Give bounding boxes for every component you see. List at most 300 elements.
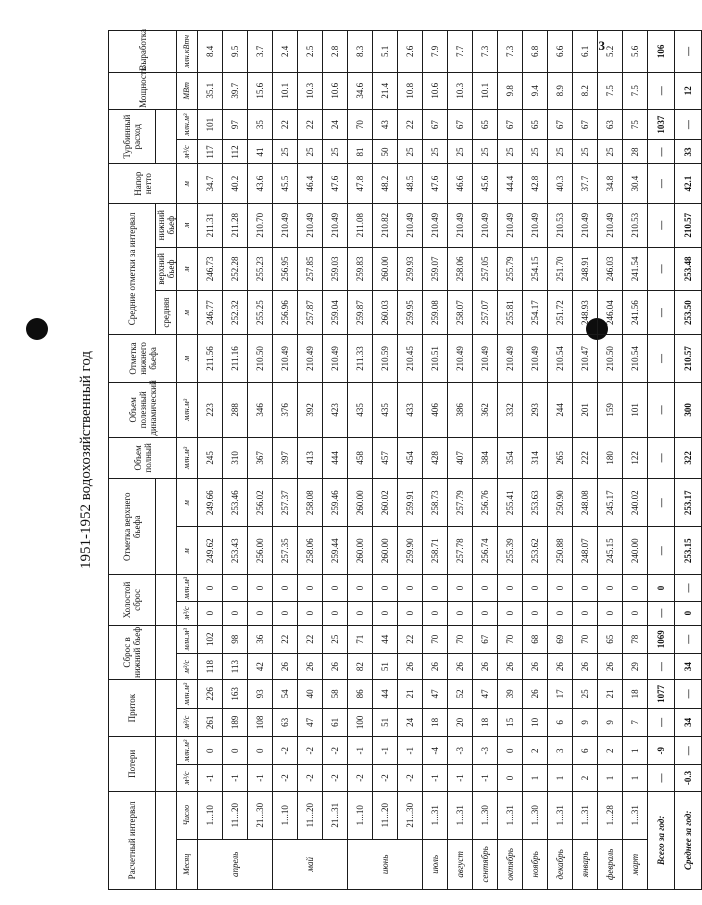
cell-zup: 245.15 [598,527,623,575]
cell-in-v: 40 [298,680,323,708]
header-power: Мощность [109,72,177,109]
cell-day: 1...31 [623,791,648,839]
cell-loss-q: -2 [373,765,398,791]
cell-tv: 35 [248,109,273,140]
header-losses: Потери [109,737,156,792]
cell-tv: 67 [573,109,598,140]
cell-idle-v: 0 [498,575,523,601]
cell-day: 11...20 [298,791,323,839]
header-idle-discharge: Холостой сброс [109,575,156,625]
cell-power: 8.9 [548,72,573,109]
cell-zmean: 255.25 [248,291,273,335]
table-row [473,31,498,890]
total-cell-zup: — [648,527,675,575]
total-cell-vtot: — [648,437,675,479]
cell-zlow: 210.49 [448,334,473,382]
unit-m3s: м³/с [177,601,198,625]
cell-zmean: 260.03 [373,291,398,335]
cell-zlow: 211.33 [348,334,373,382]
average-label: Среднее за год: [675,791,702,889]
cell-vtot: 245 [198,437,223,479]
cell-zup2: 258.73 [423,479,448,527]
unit-m: м [177,334,198,382]
cell-tv: 97 [223,109,248,140]
cell-zlow: 211.56 [198,334,223,382]
cell-zlow: 210.54 [548,334,573,382]
cell-tv: 65 [473,109,498,140]
cell-in-q: 100 [348,708,373,736]
header-turbine-flow: Турбинный расход [109,109,156,164]
cell-loss-q: 1 [548,765,573,791]
cell-idle-v: 0 [598,575,623,601]
cell-loss-v: -2 [323,737,348,765]
cell-vuse: 101 [623,383,648,438]
cell-dl-v: 22 [398,625,423,653]
cell-zmean: 256.96 [273,291,298,335]
cell-zup2: 253.46 [223,479,248,527]
cell-zmean: 246.77 [198,291,223,335]
cell-zlow: 210.51 [423,334,448,382]
total-cell-zlow: — [648,334,675,382]
cell-tq: 25 [273,140,298,164]
average-cell-idle-v: — [675,575,702,601]
cell-zmean: 246.04 [598,291,623,335]
cell-tv: 67 [548,109,573,140]
cell-head: 46.4 [298,164,323,203]
cell-idle-q: 0 [448,601,473,625]
cell-dl-v: 98 [223,625,248,653]
header-blank [156,575,177,625]
cell-zmlow: 210.49 [423,203,448,247]
total-cell-power: — [648,72,675,109]
cell-loss-v: 0 [223,737,248,765]
cell-tq: 25 [598,140,623,164]
average-cell-zmean: 253.50 [675,291,702,335]
cell-month: август [448,839,473,889]
cell-zup2: 256.76 [473,479,498,527]
cell-dl-v: 70 [573,625,598,653]
cell-zmean: 258.07 [448,291,473,335]
cell-loss-q: 1 [598,765,623,791]
cell-in-q: 63 [273,708,298,736]
cell-out: 8.4 [198,31,223,73]
rotated-page-content [68,29,693,890]
cell-out: 6.1 [573,31,598,73]
cell-idle-q: 0 [498,601,523,625]
cell-loss-q: -2 [398,765,423,791]
cell-zmup: 254.15 [523,247,548,291]
cell-zup: 259.90 [398,527,423,575]
cell-power: 10.6 [423,72,448,109]
cell-loss-q: -2 [298,765,323,791]
cell-vtot: 310 [223,437,248,479]
cell-tv: 22 [398,109,423,140]
cell-head: 47.6 [423,164,448,203]
cell-day: 11...20 [373,791,398,839]
cell-dl-q: 26 [548,653,573,679]
cell-out: 2.8 [323,31,348,73]
total-cell-dl-q: — [648,653,675,679]
total-cell-idle-q: — [648,601,675,625]
total-cell-vuse: — [648,383,675,438]
total-cell-loss-q: — [648,765,675,791]
cell-month: июнь [348,839,423,889]
average-cell-head: 42.1 [675,164,702,203]
cell-out: 7.3 [498,31,523,73]
cell-zup2: 260.00 [348,479,373,527]
cell-loss-v: 0 [198,737,223,765]
cell-in-q: 108 [248,708,273,736]
cell-dl-q: 26 [423,653,448,679]
cell-in-v: 21 [398,680,423,708]
cell-dl-v: 70 [448,625,473,653]
unit-mln-m3: млн.м³ [177,575,198,601]
cell-dl-v: 102 [198,625,223,653]
cell-dl-v: 78 [623,625,648,653]
cell-zup2: 255.41 [498,479,523,527]
cell-out: 7.9 [423,31,448,73]
cell-dl-q: 26 [273,653,298,679]
unit-m: м [177,527,198,575]
cell-zup: 253.43 [223,527,248,575]
header-blank [156,625,177,680]
cell-power: 10.3 [298,72,323,109]
unit-m3s: м³/с [177,653,198,679]
table-row [298,31,323,890]
average-cell-loss-v: — [675,737,702,765]
cell-out: 5.2 [598,31,623,73]
cell-dl-v: 25 [323,625,348,653]
cell-zup: 255.39 [498,527,523,575]
cell-out: 3.7 [248,31,273,73]
cell-vtot: 384 [473,437,498,479]
cell-power: 10.1 [473,72,498,109]
cell-zup2: 259.91 [398,479,423,527]
cell-zmean: 252.32 [223,291,248,335]
average-cell-zlow: 210.57 [675,334,702,382]
cell-tq: 28 [623,140,648,164]
cell-idle-q: 0 [298,601,323,625]
cell-zmlow: 211.08 [348,203,373,247]
cell-head: 34.8 [598,164,623,203]
cell-head: 48.2 [373,164,398,203]
cell-loss-v: 1 [623,737,648,765]
cell-zmlow: 211.28 [223,203,248,247]
cell-vtot: 457 [373,437,398,479]
cell-in-q: 261 [198,708,223,736]
cell-in-v: 21 [598,680,623,708]
cell-head: 45.6 [473,164,498,203]
cell-idle-v: 0 [473,575,498,601]
cell-tq: 25 [473,140,498,164]
cell-out: 7.7 [448,31,473,73]
cell-tv: 63 [598,109,623,140]
cell-tv: 70 [348,109,373,140]
cell-zmean: 254.17 [523,291,548,335]
cell-zmup: 252.28 [223,247,248,291]
cell-day: 21...31 [323,791,348,839]
cell-zmlow: 211.31 [198,203,223,247]
cell-zup: 250.88 [548,527,573,575]
cell-month: сентябрь [473,839,498,889]
cell-loss-q: 1 [623,765,648,791]
cell-vuse: 288 [223,383,248,438]
cell-power: 10.1 [273,72,298,109]
table-row [523,31,548,890]
cell-zlow: 210.59 [373,334,398,382]
reservoir-operation-table [108,30,702,890]
cell-head: 47.6 [323,164,348,203]
cell-loss-q: -1 [448,765,473,791]
cell-day: 1...28 [598,791,623,839]
cell-zup: 258.71 [423,527,448,575]
cell-loss-v: -1 [373,737,398,765]
cell-in-v: 44 [373,680,398,708]
cell-out: 6.6 [548,31,573,73]
cell-tv: 67 [423,109,448,140]
cell-tq: 25 [498,140,523,164]
cell-out: 2.6 [398,31,423,73]
cell-power: 21.4 [373,72,398,109]
cell-zmup: 255.23 [248,247,273,291]
cell-zup2: 257.79 [448,479,473,527]
cell-zmlow: 210.53 [623,203,648,247]
header-upper-level: Отметка верхнего бьефа [109,479,156,575]
cell-loss-v: 6 [573,737,598,765]
cell-idle-v: 0 [248,575,273,601]
cell-in-q: 7 [623,708,648,736]
cell-zmup: 246.03 [598,247,623,291]
cell-zmean: 259.87 [348,291,373,335]
header-blank [156,680,177,737]
cell-vuse: 244 [548,383,573,438]
cell-loss-q: -1 [198,765,223,791]
cell-idle-v: 0 [373,575,398,601]
unit-m: м [177,479,198,527]
cell-head: 43.6 [248,164,273,203]
cell-idle-q: 0 [248,601,273,625]
cell-zup: 256.74 [473,527,498,575]
cell-zmup: 255.79 [498,247,523,291]
total-row [648,31,675,890]
cell-tq: 50 [373,140,398,164]
cell-dl-q: 26 [398,653,423,679]
cell-zmean: 241.56 [623,291,648,335]
cell-dl-q: 26 [598,653,623,679]
cell-vtot: 428 [423,437,448,479]
total-cell-idle-v: 0 [648,575,675,601]
cell-loss-v: -1 [398,737,423,765]
cell-idle-v: 0 [223,575,248,601]
table-row [548,31,573,890]
cell-zmup: 260.00 [373,247,398,291]
cell-idle-v: 0 [448,575,473,601]
cell-power: 7.5 [598,72,623,109]
cell-zup2: 248.08 [573,479,598,527]
cell-loss-v: -2 [298,737,323,765]
cell-head: 37.7 [573,164,598,203]
unit-m: м [177,164,198,203]
cell-tv: 65 [523,109,548,140]
cell-in-v: 163 [223,680,248,708]
total-cell-zup2: — [648,479,675,527]
cell-loss-v: 3 [548,737,573,765]
cell-day: 11...20 [223,791,248,839]
cell-power: 10.3 [448,72,473,109]
table-row [623,31,648,890]
cell-in-q: 61 [323,708,348,736]
cell-month: март [623,839,648,889]
cell-in-q: 18 [423,708,448,736]
cell-dl-q: 26 [573,653,598,679]
cell-loss-v: -4 [423,737,448,765]
cell-zmean: 255.81 [498,291,523,335]
cell-zup: 249.62 [198,527,223,575]
table-row [448,31,473,890]
cell-vuse: 223 [198,383,223,438]
cell-tv: 22 [273,109,298,140]
cell-loss-v: 2 [598,737,623,765]
cell-zmlow: 210.49 [523,203,548,247]
cell-head: 44.4 [498,164,523,203]
total-cell-zmlow: — [648,203,675,247]
cell-dl-v: 65 [598,625,623,653]
cell-idle-v: 0 [573,575,598,601]
cell-in-q: 51 [373,708,398,736]
cell-power: 15.6 [248,72,273,109]
cell-zmean: 259.08 [423,291,448,335]
cell-zup2: 259.46 [323,479,348,527]
cell-zmlow: 210.49 [598,203,623,247]
cell-zlow: 210.49 [523,334,548,382]
cell-out: 6.8 [523,31,548,73]
table-row [248,31,273,890]
header-blank [156,737,177,792]
cell-dl-v: 67 [473,625,498,653]
cell-zup2: 258.08 [298,479,323,527]
unit-m3s: м³/с [177,140,198,164]
average-cell-zmup: 253.48 [675,247,702,291]
unit-mw: МВт [177,72,198,109]
cell-tv: 75 [623,109,648,140]
cell-in-v: 47 [423,680,448,708]
cell-loss-q: -2 [273,765,298,791]
header-mean-levels: Средние отметки за интервал [109,203,156,334]
cell-idle-q: 0 [573,601,598,625]
cell-tq: 25 [423,140,448,164]
header-blank [156,109,177,164]
subheader-lower: нижний бьеф [156,203,177,247]
cell-dl-v: 68 [523,625,548,653]
cell-head: 34.7 [198,164,223,203]
cell-power: 10.8 [398,72,423,109]
cell-idle-q: 0 [198,601,223,625]
cell-zup: 257.78 [448,527,473,575]
cell-zmup: 256.95 [273,247,298,291]
cell-head: 40.3 [548,164,573,203]
average-cell-zup2: 253.17 [675,479,702,527]
table-row [348,31,373,890]
cell-zlow: 210.49 [323,334,348,382]
cell-idle-q: 0 [623,601,648,625]
table-body [198,31,702,890]
cell-zmlow: 210.70 [248,203,273,247]
cell-dl-q: 26 [298,653,323,679]
cell-tq: 25 [323,140,348,164]
cell-tq: 25 [398,140,423,164]
cell-vtot: 454 [398,437,423,479]
cell-zmlow: 210.49 [448,203,473,247]
cell-zlow: 210.47 [573,334,598,382]
cell-in-v: 226 [198,680,223,708]
cell-tv: 22 [298,109,323,140]
cell-in-q: 9 [573,708,598,736]
subheader-month: Месяц [177,839,198,889]
average-cell-vuse: 300 [675,383,702,438]
cell-loss-v: -1 [348,737,373,765]
cell-in-v: 54 [273,680,298,708]
average-cell-in-v: — [675,680,702,708]
cell-zlow: 210.50 [248,334,273,382]
cell-loss-q: -2 [323,765,348,791]
cell-dl-q: 26 [498,653,523,679]
cell-day: 1...31 [498,791,523,839]
table-row [323,31,348,890]
unit-mln-m3: млн.м³ [177,625,198,653]
average-cell-vtot: 322 [675,437,702,479]
cell-vuse: 406 [423,383,448,438]
cell-day: 1...30 [523,791,548,839]
cell-tq: 25 [573,140,598,164]
cell-vuse: 159 [598,383,623,438]
cell-vuse: 346 [248,383,273,438]
average-cell-loss-q: -0.3 [675,765,702,791]
cell-in-q: 9 [598,708,623,736]
cell-tq: 117 [198,140,223,164]
header-lower-level: Отметка нижнего бьефа [109,334,177,382]
cell-head: 47.8 [348,164,373,203]
cell-in-q: 15 [498,708,523,736]
total-cell-dl-v: 1069 [648,625,675,653]
cell-zmup: 258.06 [448,247,473,291]
cell-vtot: 354 [498,437,523,479]
cell-vuse: 433 [398,383,423,438]
cell-loss-q: -1 [423,765,448,791]
cell-zup: 257.35 [273,527,298,575]
cell-month: ноябрь [523,839,548,889]
cell-dl-q: 26 [323,653,348,679]
cell-loss-q: -1 [223,765,248,791]
cell-month: февраль [598,839,623,889]
cell-zlow: 210.49 [473,334,498,382]
cell-idle-q: 0 [598,601,623,625]
cell-tq: 25 [298,140,323,164]
cell-zmup: 241.54 [623,247,648,291]
cell-zup: 259.44 [323,527,348,575]
cell-day: 1...30 [473,791,498,839]
cell-zmup: 251.70 [548,247,573,291]
cell-zlow: 211.16 [223,334,248,382]
cell-idle-v: 0 [398,575,423,601]
cell-day: 1...31 [423,791,448,839]
cell-zup: 256.00 [248,527,273,575]
average-cell-zmlow: 210.57 [675,203,702,247]
cell-month: июль [423,839,448,889]
unit-mln-kwh: млн.кВтч [177,31,198,73]
unit-mln-m3: млн.м³ [177,680,198,708]
cell-in-v: 25 [573,680,598,708]
average-cell-tv: — [675,109,702,140]
